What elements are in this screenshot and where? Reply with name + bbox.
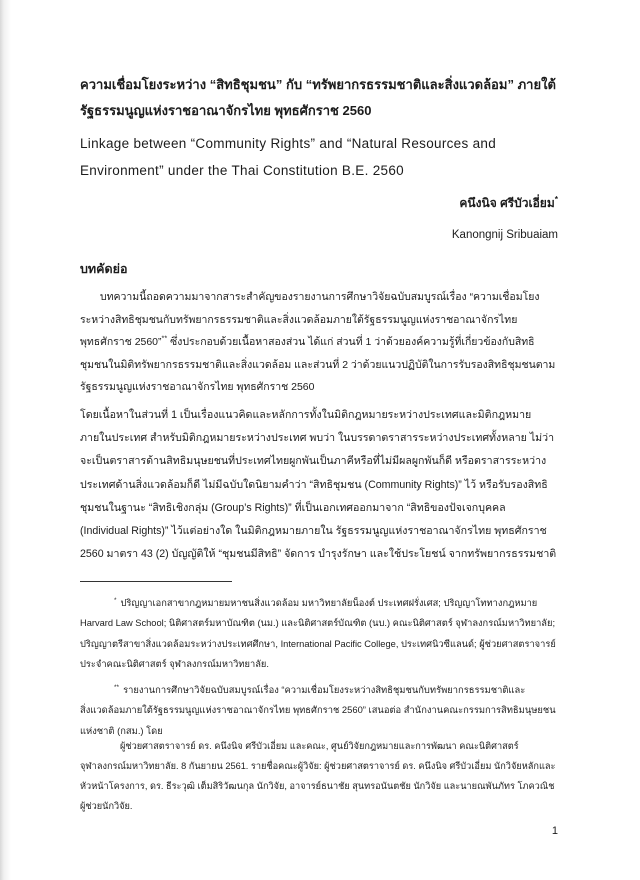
author-name-english: Kanongnij Sribuaiam (451, 229, 558, 241)
footnote-2-line-1-text: รายงานการศึกษาวิจัยฉบับสมบูรณ์เรื่อง “ความเชื่อมโยงระหว่างสิทธิชุมชนกับทรัพยากรธรรมชาติและ (123, 685, 526, 695)
abstract-paragraph-2 (80, 404, 558, 566)
footnote-1-line-3: ปริญญาตรีสาขาสิ่งแวดล้อมระหว่างประเทศศึกษา, International Pacific College, ประเทศนิวซีแลนด์; ผู้ช่วยศาสตราจารย์ (80, 638, 556, 649)
abstract-paragraph-1-line-3-continuation: ซึ่งประกอบด้วยเนื้อหาสองส่วน ได้แก่ ส่วนที่ 1 ว่าด้วยองค์ความรู้ที่เกี่ยวข้องกับสิทธิ (167, 337, 535, 348)
footnote-separator (80, 581, 232, 582)
footnote-1 (80, 593, 558, 674)
footnote-1-line-1-text: ปริญญาเอกสาขากฎหมายมหาชนสิ่งแวดล้อม มหาวิทยาลัยน็องต์ ประเทศฝรั่งเศส; ปริญญาโททางกฎหมาย (120, 598, 538, 608)
abstract-paragraph-1-line-2: ระหว่างสิทธิชุมชนกับทรัพยากรธรรมชาติและสิ่งแวดล้อมภายใต้รัฐธรรมนูญแห่งราชอาณาจักรไทย (80, 314, 518, 326)
author-english (80, 225, 558, 245)
abstract-heading-block (80, 258, 558, 280)
footnote-1-marker: * (114, 596, 117, 604)
title-english-line-2: Environment” under the Thai Constitution B.E. 2560 (80, 163, 404, 178)
author-thai-line (80, 192, 558, 214)
abstract-paragraph-2-line-4: ประเทศด้านสิ่งแวดล้อมก็ดี ไม่มีฉบับใดนิยามคำว่า “สิทธิชุมชน (Community Rights)” ไว้ หรือรับรองสิทธิ (80, 478, 548, 491)
footnote-1-line-1 (80, 593, 558, 613)
footnote-2-continuation-line-4: ผู้ช่วยนักวิจัย. (80, 801, 133, 811)
abstract-paragraph-1-line-3-text: พุทธศักราช 2560” (80, 337, 162, 348)
author-footnote-ref: * (554, 194, 558, 204)
footnote-2-marker: ** (114, 683, 120, 691)
page-number: 1 (551, 825, 558, 837)
title-thai-line-2: รัฐธรรมนูญแห่งราชอาณาจักรไทย พุทธศักราช 2560 (80, 103, 372, 118)
author-thai (80, 192, 558, 214)
title-thai-line-1: ความเชื่อมโยงระหว่าง “สิทธิชุมชน” กับ “ทรัพยากรธรรมชาติและสิ่งแวดล้อม” ภายใต้ (80, 77, 556, 92)
footnote-2-continuation-line-2: จุฬาลงกรณ์มหาวิทยาลัย. 8 กันยายน 2561. รายชื่อคณะผู้วิจัย: ผู้ช่วยศาสตราจารย์ ดร. คนึงนิจ ศรีบัวเอี่ยม นักวิจัยหลักและ (80, 761, 556, 771)
abstract-paragraph-1-line-5: รัฐธรรมนูญแห่งราชอาณาจักรไทย พุทธศักราช 2560 (80, 382, 315, 393)
abstract-paragraph-2-line-5: ชุมชนในฐานะ “สิทธิเชิงกลุ่ม (Group’s Rights)” ที่เป็นเอกเทศออกมาจาก “สิทธิของปัจเจกบุคคล (80, 501, 506, 514)
abstract-paragraph-1-line-4: ชุมชนในมิติทรัพยากรธรรมชาติและสิ่งแวดล้อม และส่วนที่ 2 ว่าด้วยแนวปฏิบัติในการรับรองสิทธิชุมชนตาม (80, 359, 556, 371)
footnote-2-continuation (80, 736, 558, 816)
title-thai (80, 72, 558, 124)
abstract-paragraph-2-line-3: จะเป็นตราสารด้านสิทธิมนุษยชนที่ประเทศไทยผูกพันเป็นภาคีหรือที่ไม่มีผลผูกพันก็ดี หรือตราสารระหว่าง (80, 455, 547, 468)
title-english-line-1: Linkage between “Community Rights” and “Natural Resources and (80, 136, 496, 151)
footnote-1-line-2: Harvard Law School; นิติศาสตร์มหาบัณฑิต (นม.) และนิติศาสตร์บัณฑิต (นบ.) คณะนิติศาสตร์ จุฬาลงกรณ์มหาวิทยาลัย; (80, 618, 556, 629)
abstract-paragraph-2-line-7: 2560 มาตรา 43 (2) บัญญัติให้ “ชุมชนมีสิทธิ” จัดการ บำรุงรักษา และใช้ประโยชน์ จากทรัพยากรธรรมชาติ (80, 548, 557, 561)
abstract-heading: บทคัดย่อ (80, 262, 128, 276)
author-name-thai: คนึงนิจ ศรีบัวเอี่ยม (459, 196, 555, 210)
abstract-paragraph-2-line-1: โดยเนื้อหาในส่วนที่ 1 เป็นเรื่องแนวคิดและหลักการทั้งในมิติกฎหมายระหว่างประเทศและมิติกฎหมาย (80, 409, 532, 421)
footnote-2 (80, 680, 558, 741)
footnote-2-line-1 (80, 680, 558, 700)
footnote-2-line-2: สิ่งแวดล้อมภายใต้รัฐธรรมนูญแห่งราชอาณาจักรไทย พุทธศักราช 2560” เสนอต่อ สำนักงานคณะกรรมการสิทธิมนุษยชน (80, 705, 556, 716)
abstract-paragraph-2-line-2: ภายในประเทศ สำหรับมิติกฎหมายระหว่างประเทศ พบว่า ในบรรดาตราสารระหว่างประเทศทั้งหลาย ไม่ว่า (80, 432, 555, 445)
abstract-paragraph-1 (80, 287, 558, 400)
abstract-paragraph-1-line-3 (80, 332, 558, 355)
footnote-2-continuation-line-1: ผู้ช่วยศาสตราจารย์ ดร. คนึงนิจ ศรีบัวเอี่ยม และคณะ, ศูนย์วิจัยกฎหมายและการพัฒนา คณะนิติศาสตร์ (120, 741, 519, 751)
footnote-2-line-3: แห่งชาติ (กสม.) โดย (80, 725, 163, 736)
footnote-1-line-4: ประจำคณะนิติศาสตร์ จุฬาลงกรณ์มหาวิทยาลัย. (80, 658, 269, 669)
footnote-2-continuation-line-3: หัวหน้าโครงการ, ดร. ธีระวุฒิ เต็มสิริวัฒนกุล นักวิจัย, อาจารย์ธนาชัย สุนทรอนันตชัย นักวิจัย และนายณพันภัทร โภควณิช (80, 781, 555, 791)
abstract-paragraph-2-line-6: (Individual Rights)” ไว้แต่อย่างใด ในมิติกฎหมายภายใน รัฐธรรมนูญแห่งราชอาณาจักรไทย พุทธศักราช (80, 525, 547, 538)
title-english (80, 130, 558, 184)
abstract-paragraph-1-line-1: บทความนี้ถอดความมาจากสาระสำคัญของรายงานการศึกษาวิจัยฉบับสมบูรณ์เรื่อง “ความเชื่อมโยง (100, 292, 540, 303)
abstract-footnote-ref: ** (161, 333, 168, 343)
